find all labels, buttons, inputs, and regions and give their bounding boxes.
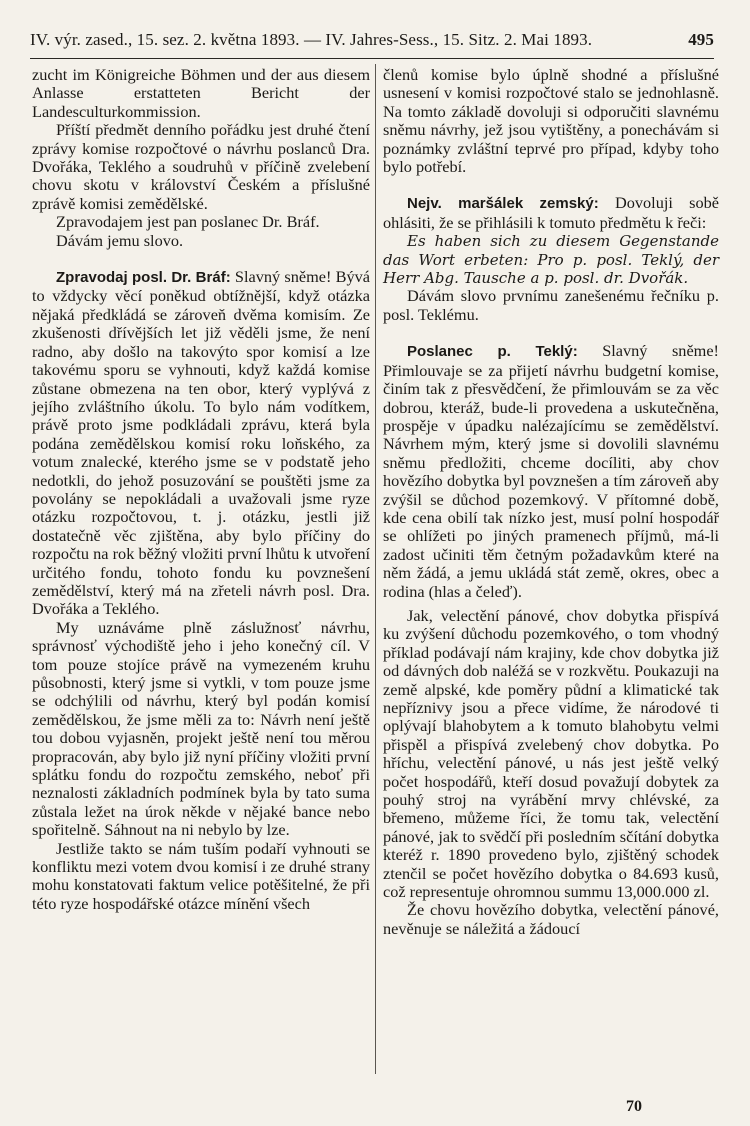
paragraph: Jestliže takto se nám tuším podaří vyhnouti se konfliktu mezi votem dvou komisí i ze druhé strany mohu konstatovati faktum velice potěšitelné, že při této ryze hospodářské otázce mínění všech: [32, 838, 370, 913]
paragraph: zucht im Königreiche Böhmen und der aus diesem Anlasse erstatteten Bericht der Landesculturkommission.: [32, 65, 370, 121]
speech-text: Slavný sněme! Přimlouvaje se za přijetí návrhu budgetní komise, činím tak z přesvědčení, že přimlouvám se za věc dobrou, kteráž, bude-li provedena a uskutečněna, prospěje v úpadku nalézajícímu se zemědělství. Návrhem mým, který jsme si dovolili slavnému sněmu předložiti, chceme docíliti, aby chov hovězího dobytka byl povznešen a tím zároveň aby zvýšil se důchod pozemkový. V přítomné době, kde cena obilí tak nízko jest, musí polní hospodář se ohlížeti po jiných pramenech příjmů, má-li zadost učiniti těm četným požadavkům které na něm žádá, a jemu ukládá stát země, okres, obec a rodina (hlas a čeleď).: [383, 341, 719, 601]
paragraph: Že chovu hovězího dobytka, velectění pánové, nevěnuje se náležitá a žádoucí: [383, 900, 719, 938]
german-paragraph: Es haben sich zu diesem Gegenstande das Wort erbeten: Pro p. posl. Teklý, der Herr Abg. Tausche a p. posl. dr. Dvořák.: [383, 232, 719, 288]
speech-paragraph: [383, 342, 719, 601]
header-title: IV. výr. zased., 15. sez. 2. května 1893. — IV. Jahres-Sess., 15. Sitz. 2. Mai 1893.: [30, 30, 593, 49]
paragraph: Jak, velectění pánové, chov dobytka přispívá ku zvýšení důchodu pozemkového, o tom vhodný příklad podávají nám krajiny, kde chov dobytka již od dávných dob naléžá se v rozkvětu. Poukazuji na země alpské, kde poměry půdní a klimatické tak nepříznivy jsou a přece vidíme, že národové ti oplývají blahobytem a k tomuto blahobytu velmi přispěl a přispívá zvelebený chov dobytka. Po hříchu, velectění pánové, u nás jest ještě velký počet hospodářů, kteří dosud považují dobytek za pouhý stroj na vyrábění mrvy chlévské, za břemeno, můžeme říci, že tomu tak, velectění pánové, jak to svědčí při posledním sčítání dobytka kteréž r. 1890 provedeno bylo, zjištěný schodek ztenčil se počet hovězího dobytka o 84.693 kusů, což representuje ohromnou summu 13,000.000 zl.: [383, 605, 719, 902]
signature-mark: 70: [626, 1098, 642, 1115]
paragraph: Dávám slovo prvnímu zanešenému řečníku p. posl. Teklému.: [383, 286, 719, 324]
speaker-name: Poslanec p. Teklý:: [407, 343, 578, 361]
left-column: [32, 66, 370, 913]
right-column: [383, 66, 719, 938]
paragraph: Zpravodajem jest pan poslanec Dr. Bráf.: [56, 212, 320, 232]
speech-text: Dovoluji sobě ohlásiti, že se přihlásili k tomuto předmětu k řeči:: [383, 193, 719, 232]
speaker-name: Nejv. maršálek zemský:: [407, 195, 599, 213]
header-rule: [30, 58, 714, 59]
page-number: 495: [688, 30, 714, 49]
speech-text: Slavný sněme! Bývá to vždycky věcí poněkud obtížnější, když otázka nějaká předkládá se zároveň dvěma komisím. Ze zkušenosti dřívějších let již věděli jsme, že není radno, aby došlo na takovýto spor komisí a lze takovému sporu se vyhnouti, když každá komise zůstane obmezena na ten obor, který vyplývá z jejího zvláštního úkolu. To bylo nám vodítkem, právě proto jsme podkládali zprávu, která byla podána zemědělskou komisí roku loňského, za votum znalecké, kterého jsme se v podstatě jeho nedotkli, do jehož posuzování se pouštěti jsme za povolány se nepokládali a uvažovali jsme ryze otázku rozpočtovou, t. j. otázku, jestli již dostatečně věc zjištěna, aby bylo příčiny do rozpočtu na rok běžný vložiti první lhůtu k utvoření určitého fondu, tohoto fondu ku povznešení zemědělství, který má na zřeteli návrh posl. Dra. Dvořáka a Teklého.: [32, 267, 370, 619]
speaker-name: Zpravodaj posl. Dr. Bráf:: [56, 269, 231, 287]
paragraph: členů komise bylo úplně shodné a příslušné usnesení v komisi rozpočtové stalo se jednohlasně. Na tomto základě dovoluji si odporučiti slavnému sněmu návrhy, jež jsou vytištěny, a ponechávám si poznámky zvláštní teprvé pro případ, kdyby toho bylo potřebí.: [383, 65, 719, 177]
running-header: [30, 30, 714, 60]
column-divider: [375, 64, 376, 1074]
speech-paragraph: [32, 268, 370, 619]
paragraph: Dávám jemu slovo.: [56, 230, 184, 250]
paragraph: My uznáváme plně záslužnosť návrhu, správnosť východiště jeho i jeho konečný cíl. V tom pouze stojíce právě na vymezeném kruhu působnosti, který jsme si vytkli, v tom pouze jsme se odchýlili od návrhu, který byl podán komisí zemědělskou, že jsme měli za to: Návrh není ještě tou dobou vyjasněn, projekt ještě není tou měrou propracován, aby bylo již nyní příčiny vložiti první splátku fondu do rozpočtu zemského, neboť při neznalosti základních podmínek byla by tato suma zůstala ležet na úrok někde v nějaké bance nebo spořitelně. Sáhnout na ni nebylo by lze.: [32, 617, 370, 840]
paragraph: Příští předmět denního pořádku jest druhé čtení zprávy komise rozpočtové o návrhu poslanců Dra. Dvořáka, Teklého a soudruhů v příčině zvelebení chovu skotu v království Českém a příslušné zprávě komisi zemědělské.: [32, 120, 370, 213]
speech-paragraph: [383, 194, 719, 232]
